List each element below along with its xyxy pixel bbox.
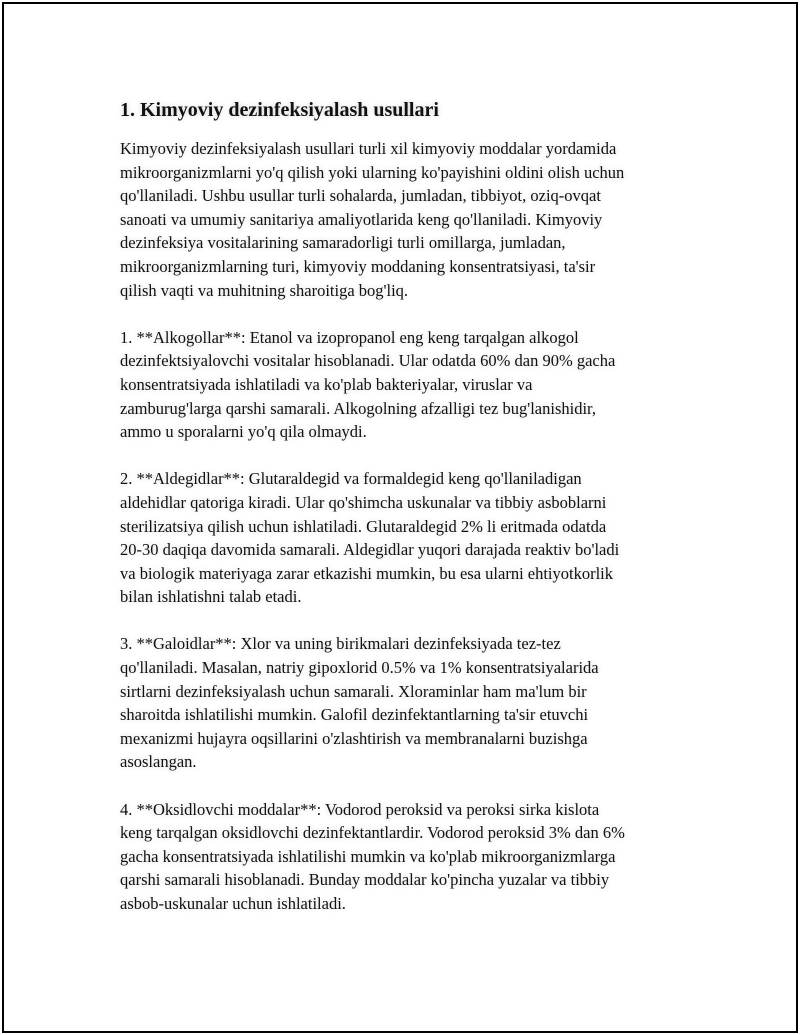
section-heading: 1. Kimyoviy dezinfeksiyalash usullari — [120, 99, 439, 121]
text-line: asbob-uskunalar uchun ishlatiladi. — [120, 894, 346, 913]
text-line: 20-30 daqiqa davomida samarali. Aldegidlar yuqori darajada reaktiv bo'ladi — [120, 540, 620, 560]
intro-paragraph — [120, 137, 700, 302]
text-line: bilan ishlatishni talab etadi. — [120, 587, 302, 607]
text-line: gacha konsentratsiyada ishlatilishi mumkin va ko'plab mikroorganizmlarga — [120, 846, 616, 866]
text-line: va biologik materiyaga zarar etkazishi mumkin, bu esa ularni ehtiyotkorlik — [120, 563, 614, 583]
text-line: mikroorganizmlarni yo'q qilish yoki ularning ko'payishini oldini olish uchun — [120, 162, 625, 182]
text-line: qarshi samarali hisoblanadi. Bunday moddalar ko'pincha yuzalar va tibbiy — [120, 870, 610, 890]
text-line: 4. **Oksidlovchi moddalar**: Vodorod peroksid va peroksi sirka kislota — [120, 799, 600, 819]
text-line: dezinfeksiya vositalarining samaradorligi turli omillarga, jumladan, — [120, 233, 566, 253]
text-line: Kimyoviy dezinfeksiyalash usullari turli xil kimyoviy moddalar yordamida — [120, 139, 617, 158]
text-line: keng tarqalgan oksidlovchi dezinfektantlardir. Vodorod peroksid 3% dan 6% — [120, 823, 625, 843]
aldehydes-paragraph — [120, 467, 700, 609]
text-line: mikroorganizmlarning turi, kimyoviy moddaning konsentratsiyasi, ta'sir — [120, 256, 596, 276]
text-line: sirtlarni dezinfeksiyalash uchun samarali. Xloraminlar ham ma'lum bir — [120, 681, 587, 701]
text-line: sharoitda ishlatilishi mumkin. Galofil dezinfektantlarning ta'sir etuvchi — [120, 705, 589, 725]
text-line: sanoati va umumiy sanitariya amaliyotlarida keng qo'llaniladi. Kimyoviy — [120, 209, 603, 229]
text-line: 3. **Galoidlar**: Xlor va uning birikmalari dezinfeksiyada tez-tez — [120, 634, 561, 654]
text-line: konsentratsiyada ishlatiladi va ko'plab bakteriyalar, viruslar va — [120, 374, 533, 394]
text-line: zamburug'larga qarshi samarali. Alkogolning afzalligi tez bug'lanishidir, — [120, 398, 597, 418]
text-line: qilish vaqti va muhitning sharoitiga bog'liq. — [120, 280, 409, 300]
oxidizers-paragraph — [120, 798, 700, 916]
text-line: sterilizatsiya qilish uchun ishlatiladi. Glutaraldegid 2% li eritmada odatda — [120, 516, 607, 536]
halogens-paragraph — [120, 632, 700, 774]
document-page — [2, 2, 798, 1033]
document-content — [120, 97, 700, 939]
text-line: qo'llaniladi. Masalan, natriy gipoxlorid 0.5% va 1% konsentratsiyalarida — [120, 658, 599, 678]
text-line: dezinfektsiyalovchi vositalar hisoblanadi. Ular odatda 60% dan 90% gacha — [120, 351, 616, 371]
alcohols-paragraph — [120, 326, 700, 444]
text-line: aldehidlar qatoriga kiradi. Ular qo'shimcha uskunalar va tibbiy asboblarni — [120, 492, 607, 512]
text-line: ammo u sporalarni yo'q qila olmaydi. — [120, 422, 367, 442]
text-line: 1. **Alkogollar**: Etanol va izopropanol eng keng tarqalgan alkogol — [120, 327, 579, 347]
text-line: mexanizmi hujayra oqsillarini o'zlashtirish va membranalarni buzishga — [120, 728, 588, 748]
text-line: qo'llaniladi. Ushbu usullar turli sohalarda, jumladan, tibbiyot, oziq-ovqat — [120, 186, 601, 206]
text-line: 2. **Aldegidlar**: Glutaraldegid va formaldegid keng qo'llaniladigan — [120, 469, 582, 489]
text-line: asoslangan. — [120, 752, 197, 772]
